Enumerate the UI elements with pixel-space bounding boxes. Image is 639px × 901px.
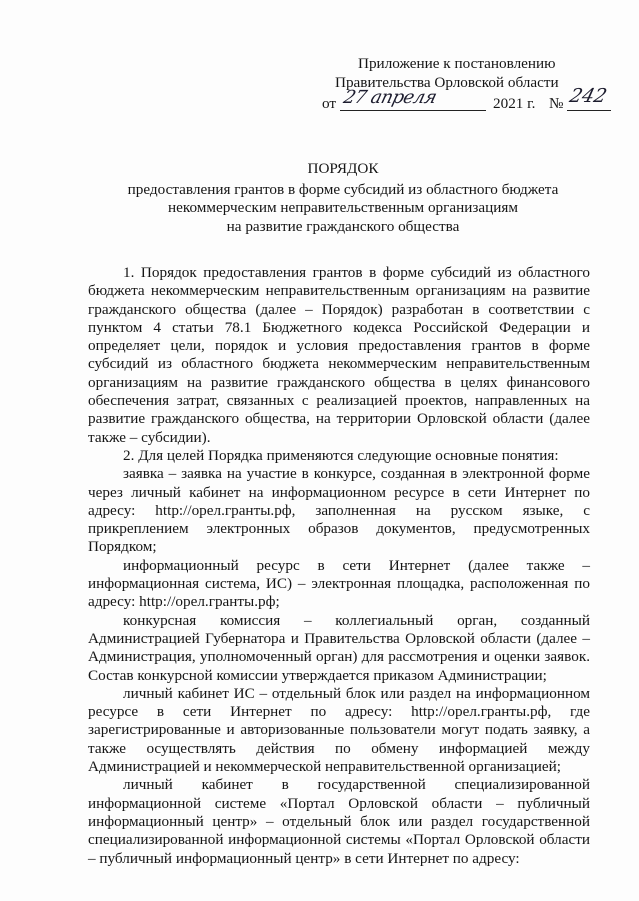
definition-application: заявка – заявка на участие в конкурсе, созданная в электронной форме через личный кабинет на информационном ресурсе в сети Интернет по адресу: http://орел.гранты.рф, заполненная на русском языке, с прикреплением электронных образов документов, предусмотренных Порядком; bbox=[88, 465, 590, 556]
definition-personal-account: личный кабинет ИС – отдельный блок или раздел на информационном ресурсе в сети Интернет по адресу: http://орел.гранты.рф, где зарегистрированные и авторизованные пользователи могут подать заявку, а также осуществлять действия по обмену информацией между Администрацией и некоммерческой неправительственной организацией; bbox=[88, 684, 590, 776]
number-sign: № bbox=[549, 95, 564, 112]
document-body bbox=[88, 264, 590, 868]
definition-info-resource: информационный ресурс в сети Интернет (далее также – информационная система, ИС) – электронная площадка, расположенная по адресу: http://орел.гранты.рф; bbox=[88, 556, 590, 611]
handwritten-number: 242 bbox=[567, 85, 610, 107]
handwritten-date: 27 апреля bbox=[341, 87, 439, 108]
title-subline-3: на развитие гражданского общества bbox=[226, 217, 460, 235]
date-underline bbox=[340, 110, 486, 111]
appendix-header bbox=[318, 54, 608, 114]
appendix-line-2: Правительства Орловской области bbox=[335, 74, 559, 91]
appendix-line-1: Приложение к постановлению bbox=[358, 55, 556, 72]
appendix-date-line bbox=[318, 85, 610, 114]
number-underline bbox=[567, 110, 611, 111]
from-prefix: от bbox=[322, 95, 337, 112]
year-text: 2021 г. bbox=[493, 95, 536, 112]
paragraph-1: 1. Порядок предоставления грантов в форме субсидий из областного бюджета некоммерческим неправительственным организациям на развитие гражданского общества (далее – Порядок) разработан в соответствии с пунктом 4 статьи 78.1 Бюджетного кодекса Российской Федерации и определяет цели, порядок и условия предоставления грантов в форме субсидий из областного бюджета некоммерческим неправительственным организациям на развитие гражданского общества в целях финансового обеспечения затрат, связанных с реализацией проектов, направленных на развитие гражданского общества, на территории Орловской области (далее также – субсидии). bbox=[88, 264, 590, 446]
definition-state-portal-account: личный кабинет в государственной специализированной информационной системе «Портал Орловской области – публичный информационный центр» – отдельный блок или раздел государственной специализированной информационной системы «Портал Орловской области – публичный информационный центр» в сети Интернет по адресу: bbox=[88, 776, 590, 867]
paragraph-2: 2. Для целей Порядка применяются следующие основные понятия: bbox=[123, 446, 559, 464]
definition-commission: конкурсная комиссия – коллегиальный орган, созданный Администрацией Губернатора и Правительства Орловской области (далее – Администрация, уполномоченный орган) для рассмотрения и оценки заявок. Состав конкурсной комиссии утверждается приказом Администрации; bbox=[88, 611, 590, 684]
title-subline-2: некоммерческим неправительственным организациям bbox=[168, 199, 518, 216]
title-main: ПОРЯДОК bbox=[307, 160, 379, 177]
title-subline-1: предоставления грантов в форме субсидий из областного бюджета bbox=[127, 180, 559, 198]
document-title bbox=[60, 160, 626, 236]
